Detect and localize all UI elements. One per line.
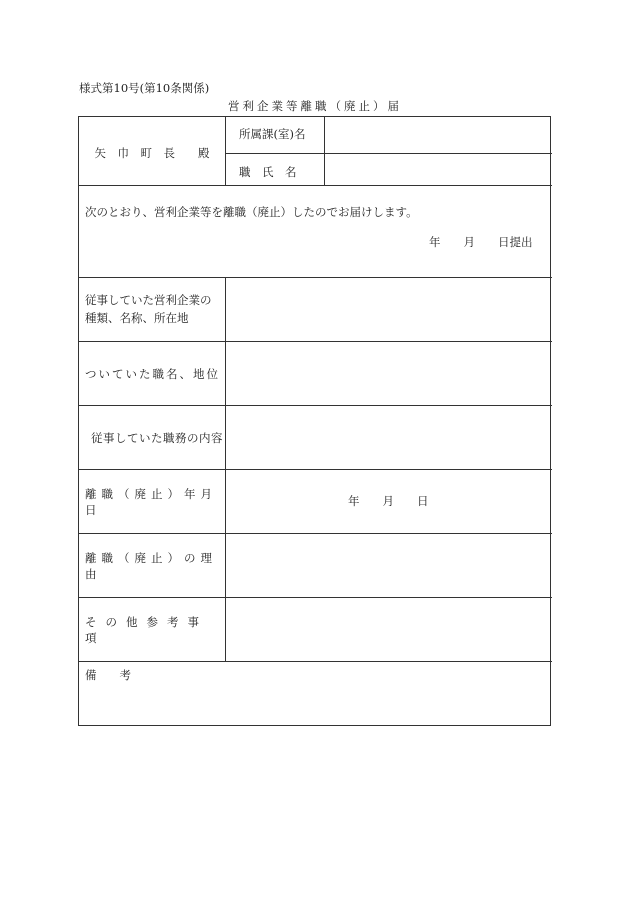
row-reason-input[interactable] xyxy=(235,559,535,575)
row-position-label: ついていた職名、地位 xyxy=(85,366,220,381)
form-number-label: 様式第10号(第10条関係) xyxy=(79,81,210,95)
row-employer-label-line2: 種類、名称、所在地 xyxy=(85,310,189,325)
header-divider-left xyxy=(225,117,226,185)
row-employer-label xyxy=(79,278,225,341)
row-date-input[interactable]: 年 月 日 xyxy=(348,494,429,508)
row-reason-label: 離職（廃止）の理由 xyxy=(85,550,217,581)
notice-statement: 次のとおり、営利企業等を離職（廃止）したのでお届けします。 xyxy=(85,205,418,219)
form-title: 営利企業等離職（廃止）届 xyxy=(228,99,402,113)
row-6-bottom-line xyxy=(79,661,552,662)
form-table xyxy=(78,116,551,726)
name-label: 職 氏 名 xyxy=(239,165,297,179)
header-mid-line xyxy=(225,153,552,154)
header-bottom-line xyxy=(79,185,552,186)
row-date-label: 離職（廃止）年月日 xyxy=(85,486,217,517)
header-divider-right xyxy=(324,117,325,185)
row-employer-label-line1: 従事していた営利企業の xyxy=(85,293,212,308)
row-position-input[interactable] xyxy=(235,367,535,383)
row-duties-label: 従事していた職務の内容 xyxy=(91,430,223,445)
row-other-input[interactable] xyxy=(235,623,535,639)
name-input[interactable] xyxy=(334,167,544,183)
submission-date[interactable]: 年 月 日提出 xyxy=(429,235,533,249)
department-label: 所属課(室)名 xyxy=(239,127,306,141)
department-input[interactable] xyxy=(334,129,544,145)
row-employer-input[interactable] xyxy=(235,305,535,321)
row-duties-input[interactable] xyxy=(235,431,535,447)
addressee: 矢 巾 町 長 殿 xyxy=(94,146,210,160)
row-other-label: その他参考事項 xyxy=(85,614,208,645)
remarks-label: 備 考 xyxy=(85,668,131,682)
remarks-input[interactable] xyxy=(85,692,545,720)
